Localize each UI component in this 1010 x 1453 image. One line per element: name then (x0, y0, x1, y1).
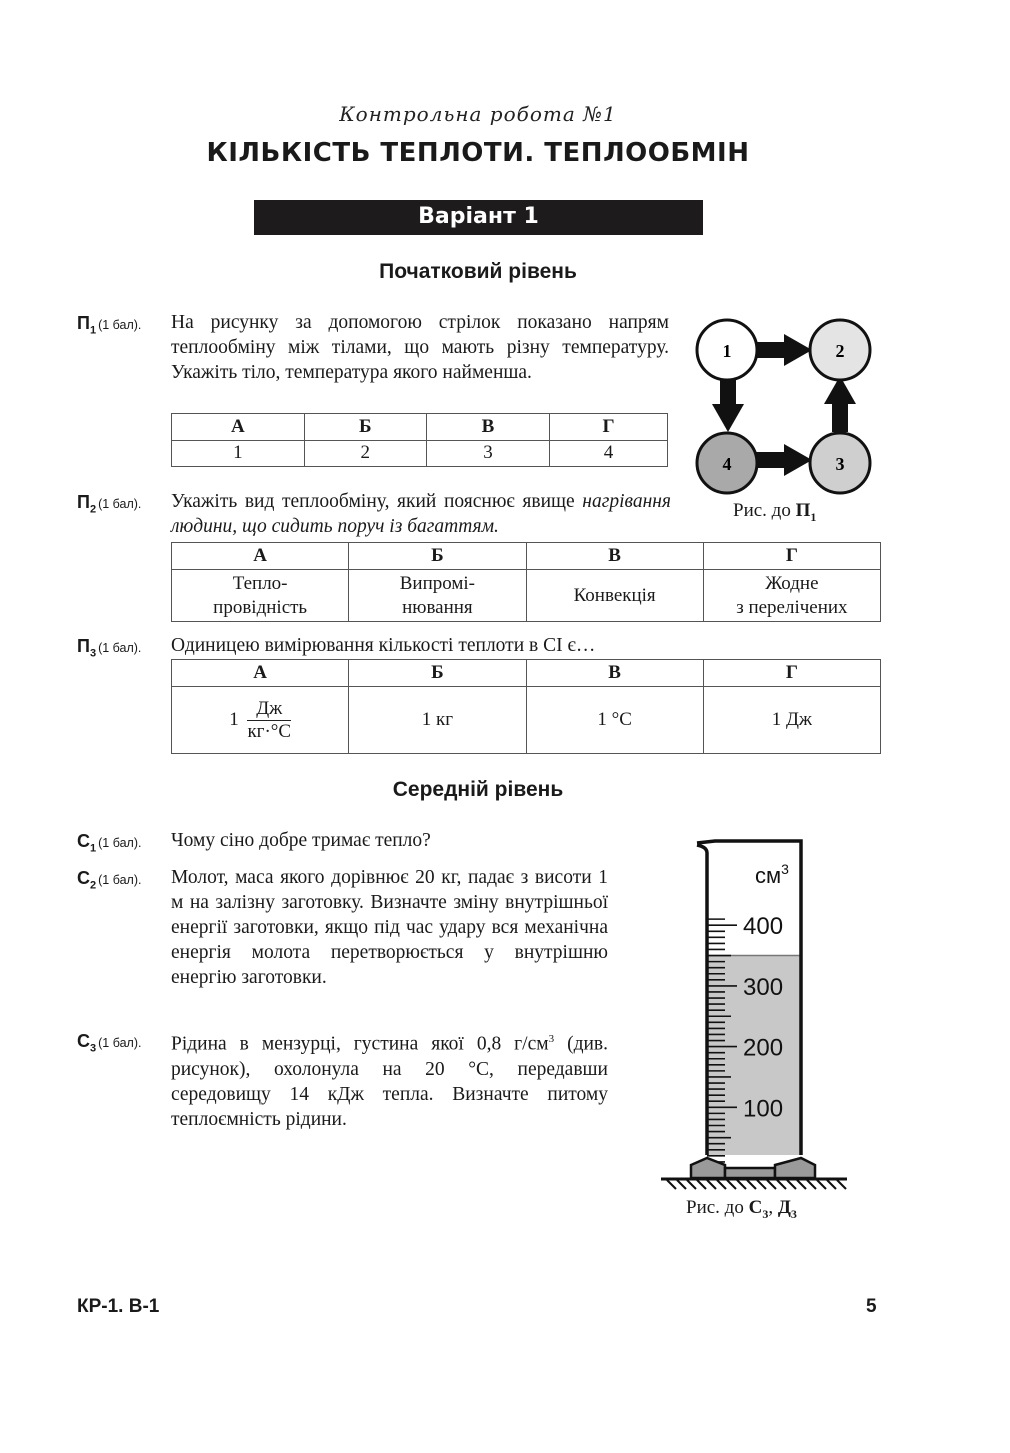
surface-hatching (667, 1180, 846, 1189)
question-text-c2: Молот, маса якого дорівнює 20 кг, падає з висоти 1 м на залізну заготовку. Визначте зміну внутрішньої енергії заготовки, якщо під час удару вся механічна енергія молота перетворюється у внутрішню енергію заготовки. (171, 867, 608, 988)
option-line: Конвекція (573, 584, 656, 606)
caption-index: 1 (810, 509, 817, 524)
answer-table-p3 (171, 659, 881, 754)
fraction-numerator: Дж (247, 698, 291, 721)
caption-label: С (748, 1197, 763, 1218)
unit-label (755, 861, 789, 888)
question-text-p1: На рисунку за допомогою стрілок показано напрям теплообміну між тілами, що мають різну температуру. Укажіть тіло, температура якого найменша. (171, 312, 669, 383)
answer-option (703, 570, 880, 622)
answer-letter: В (526, 660, 703, 687)
answer-letter: Г (703, 660, 880, 687)
option-line: Випромі- (399, 572, 476, 594)
option-prefix: 1 (229, 708, 239, 730)
question-label-p3 (77, 636, 141, 660)
graduated-cylinder-figure (655, 835, 855, 1195)
hatch-line (717, 1180, 726, 1189)
answer-option: 1 (172, 440, 305, 467)
test-subtitle: Контрольна робота №1 (339, 102, 617, 126)
question-index: 3 (89, 647, 97, 660)
hatch-line (777, 1180, 786, 1189)
caption-index: 3 (762, 1206, 769, 1221)
page-title: КІЛЬКІСТЬ ТЕПЛОТИ. ТЕПЛООБМІН (206, 138, 750, 168)
answer-table-p1 (171, 413, 668, 467)
option-line: Тепло- (232, 572, 288, 594)
hatch-line (697, 1180, 706, 1189)
question-label-c3 (77, 1031, 141, 1055)
question-text: (див. рисунок), охолонула на 20 °С, передавши середовищу 14 кДж тепла. Визначте питому теплоємність рідини. (171, 1033, 609, 1130)
variant-banner: Варіант 1 (254, 200, 703, 235)
question-index: 3 (90, 1042, 97, 1055)
question-label-p2 (77, 492, 141, 516)
answer-letter: В (526, 543, 703, 570)
answer-option (349, 570, 526, 622)
answer-letter: Г (550, 414, 668, 441)
hatch-line (727, 1180, 736, 1189)
cylinder-base-middle (725, 1168, 775, 1178)
caption-separator: , (768, 1197, 778, 1218)
answer-option (172, 570, 349, 622)
caption-label: Д (777, 1197, 791, 1218)
scale-label: 300 (743, 973, 784, 1001)
question-text-italic: нагрівання людини, що сидить поруч із багаттям. (171, 491, 671, 537)
section-heading-initial: Початковий рівень (379, 260, 577, 283)
option-line: провідність (213, 596, 308, 618)
question-label-c2 (77, 868, 141, 892)
option-line: нювання (402, 596, 473, 618)
question-label-p1 (77, 313, 141, 337)
question-points: (1 бал). (98, 497, 142, 511)
hatch-line (677, 1180, 686, 1189)
hatch-line (737, 1180, 746, 1189)
hatch-line (747, 1180, 756, 1189)
question-text: Рідина в мензурці, густина якої 0,8 г/см (171, 1033, 549, 1055)
question-text-p3: Одиницею вимірювання кількості теплоти в СІ є… (171, 635, 596, 656)
caption-label: П (795, 500, 811, 521)
answer-option: 3 (426, 440, 549, 467)
arrow-1-to-4 (712, 378, 744, 432)
answer-option: 1 Дж (703, 687, 880, 754)
answer-option: 1 °С (526, 687, 703, 754)
hatch-line (807, 1180, 816, 1189)
figure-caption-p1 (733, 500, 816, 525)
answer-option: 4 (550, 440, 668, 467)
answer-letter: Г (703, 543, 880, 570)
page-number: 5 (866, 1296, 877, 1317)
scale-label: 100 (743, 1095, 784, 1123)
footer-code: КР-1. В-1 (77, 1296, 160, 1317)
question-index: 1 (89, 324, 97, 337)
arrow-4-to-3 (752, 444, 812, 476)
body-label-4: 4 (722, 454, 732, 474)
question-text-p2 (171, 489, 671, 539)
hatch-line (797, 1180, 806, 1189)
body-label-1: 1 (722, 341, 732, 361)
question-points: (1 бал). (98, 1036, 142, 1050)
hatch-line (837, 1180, 846, 1189)
hatch-line (817, 1180, 826, 1189)
caption-prefix: Рис. до (686, 1197, 749, 1218)
answer-letter: А (172, 414, 305, 441)
question-letter: П (77, 636, 90, 656)
arrow-1-to-2 (752, 334, 812, 366)
question-index: 2 (90, 879, 97, 892)
scale-label: 200 (743, 1034, 784, 1062)
question-letter: С (77, 1031, 90, 1051)
question-points: (1 бал). (98, 873, 142, 887)
hatch-line (687, 1180, 696, 1189)
body-label-3: 3 (835, 454, 845, 474)
figure-caption-cylinder (686, 1197, 797, 1222)
question-points: (1 бал). (98, 836, 142, 850)
option-line: Жодне (765, 572, 819, 594)
cylinder-base-left (691, 1158, 725, 1178)
answer-option: 1 кг (349, 687, 526, 754)
answer-letter: В (426, 414, 549, 441)
answer-option: 2 (304, 440, 426, 467)
unit-superscript: 3 (781, 861, 789, 877)
answer-letter: Б (304, 414, 426, 441)
hatch-line (767, 1180, 776, 1189)
question-letter: П (77, 492, 90, 512)
unit-text: см (755, 863, 782, 888)
question-text-c3 (171, 1027, 608, 1132)
heat-exchange-diagram (690, 312, 880, 497)
cylinder-base-right (775, 1158, 815, 1178)
question-letter: П (77, 313, 90, 333)
fraction-denominator: кг·°С (247, 720, 292, 742)
answer-option (172, 687, 349, 754)
answer-letter: А (172, 543, 349, 570)
body-label-2: 2 (835, 341, 845, 361)
arrow-3-to-2 (824, 376, 856, 432)
question-letter: С (77, 868, 90, 888)
caption-index: 3 (790, 1206, 797, 1221)
hatch-line (757, 1180, 766, 1189)
question-index: 1 (90, 842, 97, 855)
hatch-line (787, 1180, 796, 1189)
answer-letter: Б (349, 660, 526, 687)
question-points: (1 бал). (98, 641, 142, 655)
superscript: 3 (548, 1033, 555, 1045)
unit-fraction (247, 698, 291, 743)
option-line: з перелічених (736, 596, 848, 618)
answer-letter: А (172, 660, 349, 687)
hatch-line (827, 1180, 836, 1189)
hatch-line (707, 1180, 716, 1189)
question-text-c1: Чому сіно добре тримає тепло? (171, 830, 431, 851)
section-heading-medium: Середній рівень (392, 778, 564, 801)
hatch-line (667, 1180, 676, 1189)
scale-label: 400 (743, 913, 784, 941)
caption-prefix: Рис. до (733, 500, 796, 521)
answer-option (526, 570, 703, 622)
answer-letter: Б (349, 543, 526, 570)
question-letter: С (77, 831, 90, 851)
answer-table-p2 (171, 542, 881, 622)
question-label-c1 (77, 831, 141, 855)
question-points: (1 бал). (98, 318, 142, 332)
question-index: 2 (89, 503, 97, 516)
question-text: Укажіть вид теплообміну, який пояснює явище (171, 491, 575, 512)
